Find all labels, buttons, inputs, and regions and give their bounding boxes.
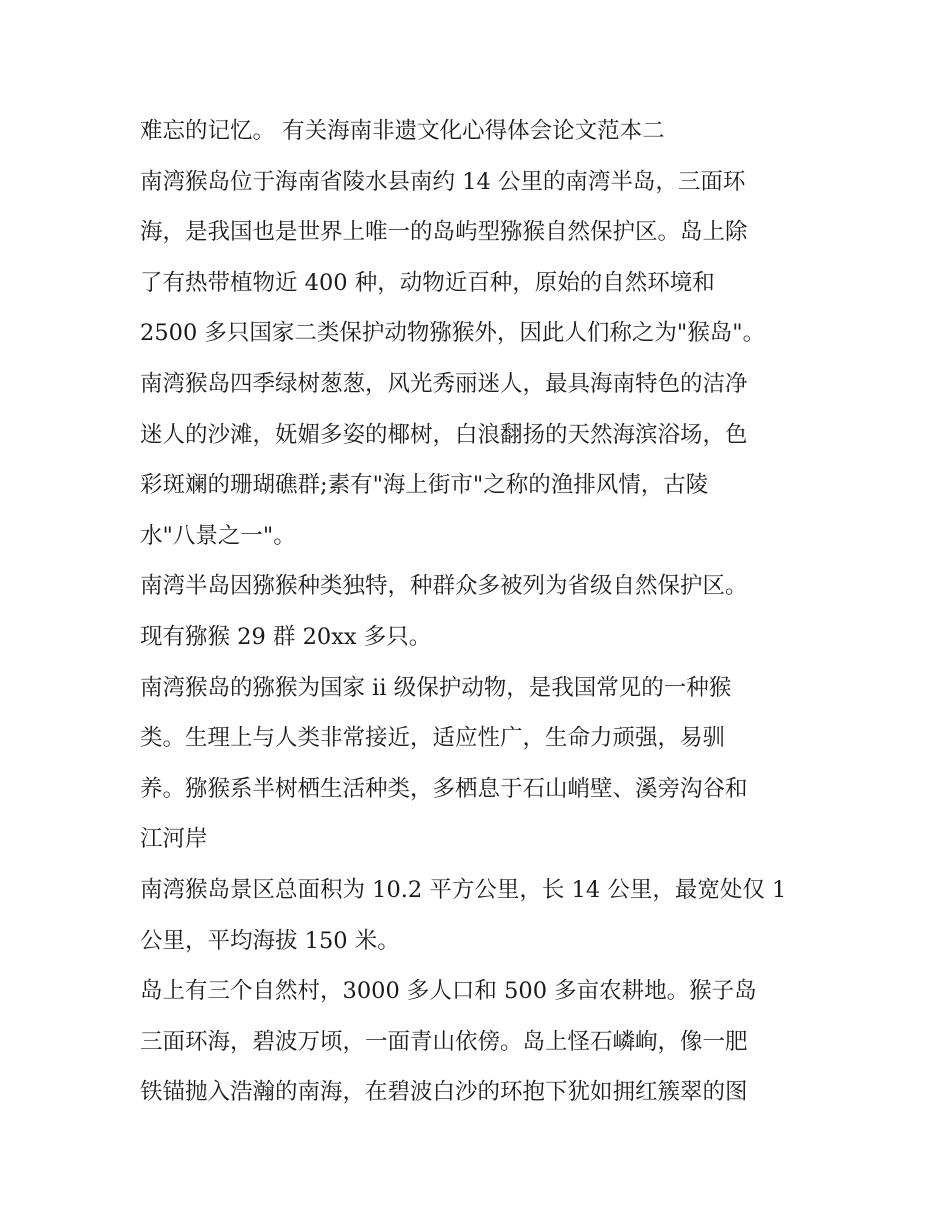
text-line: 公里，平均海拔 150 米。 (140, 927, 400, 954)
text-line: 南湾猴岛的猕猴为国家 ii 级保护动物，是我国常见的一种猴 (140, 674, 732, 701)
text-line: 江河岸 (140, 826, 208, 853)
text-line: 2500 多只国家二类保护动物猕猴外，因此人们称之为"猴岛"。 (140, 320, 766, 347)
text-line: 南湾半岛因猕猴种类独特，种群众多被列为省级自然保护区。 (140, 573, 748, 600)
text-line: 南湾猴岛位于海南省陵水县南约 14 公里的南湾半岛，三面环 (140, 168, 746, 195)
text-line: 迷人的沙滩，妩媚多姿的椰树，白浪翻扬的天然海滨浴场，色 (140, 421, 748, 448)
text-line: 水"八景之一"。 (140, 522, 296, 549)
text-line: 难忘的记忆。 有关海南非遗文化心得体会论文范本二 (140, 118, 665, 144)
text-line: 南湾猴岛景区总面积为 10.2 平方公里，长 14 公里，最宽处仅 1 (140, 876, 787, 903)
text-line: 海，是我国也是世界上唯一的岛屿型猕猴自然保护区。岛上除 (140, 219, 748, 246)
text-line: 南湾猴岛四季绿树葱葱，风光秀丽迷人，最具海南特色的洁净 (140, 370, 748, 397)
text-line: 彩斑斓的珊瑚礁群;素有"海上街市"之称的渔排风情，古陵 (140, 472, 709, 499)
text-line: 岛上有三个自然村，3000 多人口和 500 多亩农耕地。猴子岛 (140, 978, 757, 1005)
text-line: 三面环海，碧波万顷，一面青山依傍。岛上怪石嶙峋，像一肥 (140, 1028, 748, 1055)
text-line: 铁锚抛入浩瀚的南海，在碧波白沙的环抱下犹如拥红簇翠的图 (140, 1079, 748, 1106)
text-line: 类。生理上与人类非常接近，适应性广，生命力顽强，易驯 (140, 725, 726, 752)
text-line: 现有猕猴 29 群 20xx 多只。 (140, 623, 432, 650)
text-line: 了有热带植物近 400 种，动物近百种，原始的自然环境和 (140, 269, 715, 296)
document-body (140, 106, 820, 1118)
text-line: 养。猕猴系半树栖生活种类，多栖息于石山峭壁、溪旁沟谷和 (140, 775, 748, 802)
